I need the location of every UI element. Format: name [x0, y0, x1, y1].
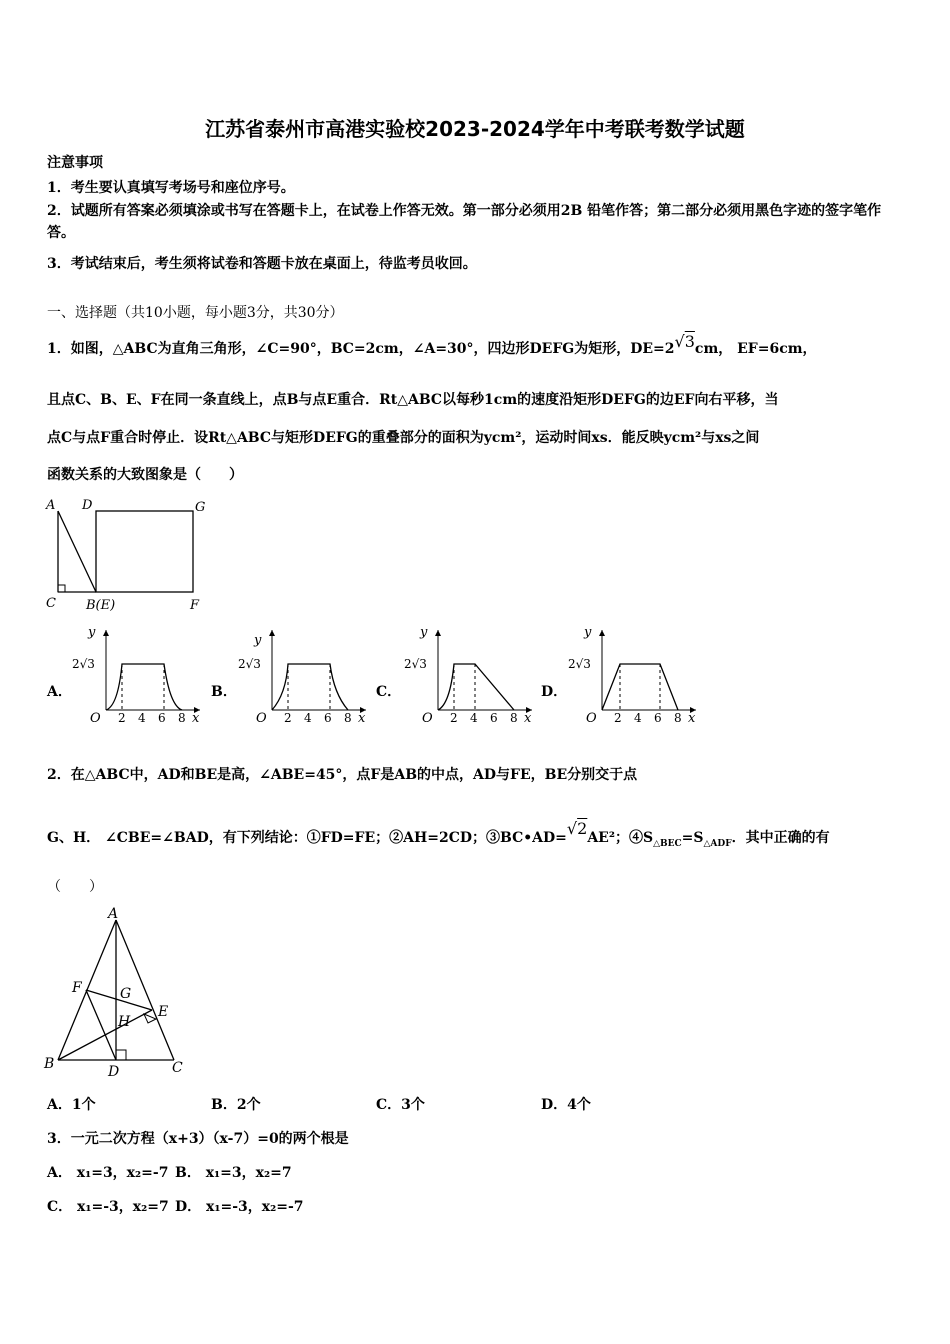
right-angle-mark [144, 1014, 156, 1023]
graph-axes [269, 630, 366, 713]
x-tick-2: 2 [118, 711, 126, 725]
q3-stem: 3．一元二次方程（x+3）（x-7）=0的两个根是 [47, 1131, 349, 1147]
origin-label: O [90, 711, 101, 726]
label-c: C [172, 1060, 183, 1076]
x-axis-label: x [688, 711, 696, 726]
y-axis-label: y [420, 625, 428, 640]
rectangle-defg [96, 511, 193, 592]
label-g: G [195, 500, 206, 515]
x-tick-4: 4 [470, 711, 478, 725]
graph-axes [599, 630, 696, 713]
label-d: D [82, 498, 93, 513]
x-tick-8: 8 [344, 711, 352, 725]
y-tick-label: 2√3 [238, 657, 261, 671]
x-tick-8: 8 [178, 711, 186, 725]
q1-graph-a [70, 624, 206, 728]
label-h: H [118, 1014, 131, 1030]
q1-option-a[interactable]: A． [47, 684, 72, 700]
q1-stem-line2: 且点C、B、E、F在同一条直线上，点B与点E重合．Rt△ABC以每秒1cm的速度沿矩形DEFG的边EF向右平移，当 [47, 392, 779, 408]
origin-label: O [422, 711, 433, 726]
q2-stem-line1: 2．在△ABC中，AD和BE是高，∠ABE=45°，点F是AB的中点，AD与FE，BE分别交于点 [47, 767, 638, 783]
label-c: C [46, 596, 56, 611]
y-axis-label: y [88, 625, 96, 640]
y-tick-label: 2√3 [72, 657, 95, 671]
label-f: F [72, 980, 82, 996]
y-axis-label: y [254, 633, 262, 648]
x-axis-label: x [524, 711, 532, 726]
x-axis-label: x [192, 711, 200, 726]
x-tick-6: 6 [324, 711, 332, 725]
x-tick-2: 2 [614, 711, 622, 725]
q2-option-c[interactable]: C．3个 [376, 1097, 425, 1113]
q2-option-b[interactable]: B．2个 [211, 1097, 261, 1113]
q1-figure [40, 494, 220, 614]
label-d: D [108, 1064, 120, 1078]
right-angle-mark [58, 585, 65, 592]
q2-stem-line2: G、H． ∠CBE=∠BAD，有下列结论：①FD=FE；②AH=2CD；③BC•AD=√2AE²；$④S_{\triangle BEC}=S_{\triangle ADF}$．其中正确的有 [47, 819, 830, 849]
notice-item-2: 2．试题所有答案必须填涂或书写在答题卡上，在试卷上作答无效。第一部分必须用2B 铅笔作答；第二部分必须用黑色字迹的签字笔作答。 [47, 203, 882, 241]
q1-option-d[interactable]: D． [541, 684, 568, 700]
q1-stem-line4: 函数关系的大致图象是（ ） [47, 467, 243, 483]
right-angle-mark [116, 1050, 126, 1060]
origin-label: O [256, 711, 267, 726]
y-axis-label: y [584, 625, 592, 640]
label-a: A [46, 498, 56, 513]
x-tick-2: 2 [450, 711, 458, 725]
x-tick-6: 6 [654, 711, 662, 725]
q3-option-a[interactable]: A． x₁=3，x₂=-7 [47, 1165, 169, 1181]
q3-option-d[interactable]: D． x₁=-3，x₂=-7 [175, 1199, 304, 1215]
graph-curve [602, 664, 678, 710]
label-a: A [108, 906, 119, 922]
y-tick-label: 2√3 [404, 657, 427, 671]
sqrt-symbol: √2 [566, 819, 588, 838]
q2-figure [40, 902, 190, 1078]
y-tick-label: 2√3 [568, 657, 591, 671]
graph-axes [103, 630, 200, 713]
q3-option-b[interactable]: B． x₁=3，x₂=7 [175, 1165, 292, 1181]
x-tick-6: 6 [158, 711, 166, 725]
q1-graph-c [402, 624, 538, 728]
sqrt-symbol: √3 [674, 332, 695, 351]
q2-stem-line3: （ ） [47, 879, 103, 895]
label-f: F [190, 598, 200, 613]
section-heading: 一、选择题（共10小题，每小题3分，共30分） [47, 305, 344, 321]
q1-graph-d [566, 624, 702, 728]
x-tick-8: 8 [674, 711, 682, 725]
notice-item-1: 1．考生要认真填写考场号和座位序号。 [47, 180, 295, 196]
label-b: B [44, 1056, 55, 1072]
q2-option-a[interactable]: A．1个 [47, 1097, 96, 1113]
q1-option-c[interactable]: C． [376, 684, 402, 700]
graph-axes [435, 630, 532, 713]
segment-fd [86, 990, 116, 1060]
x-tick-6: 6 [490, 711, 498, 725]
origin-label: O [586, 711, 597, 726]
q1-stem-line1: 1．如图，△ABC为直角三角形，∠C=90°，BC=2cm，∠A=30°，四边形DEFG为矩形，DE=2√3cm， EF=6cm， [47, 332, 817, 357]
page-title: 江苏省泰州市高港实验校2023-2024学年中考联考数学试题 [205, 117, 745, 141]
q3-option-c[interactable]: C． x₁=-3，x₂=7 [47, 1199, 169, 1215]
q1-stem-line3: 点C与点F重合时停止．设Rt△ABC与矩形DEFG的重叠部分的面积为ycm²，运动时间xs．能反映ycm²与xs之间 [47, 430, 760, 446]
x-tick-2: 2 [284, 711, 292, 725]
x-tick-8: 8 [510, 711, 518, 725]
label-be: B(E) [86, 598, 116, 613]
q1-graph-b [236, 624, 372, 728]
graph-curve [106, 664, 182, 710]
label-e: E [158, 1004, 169, 1020]
notice-item-3: 3．考试结束后，考生须将试卷和答题卡放在桌面上，待监考员收回。 [47, 256, 477, 272]
x-tick-4: 4 [304, 711, 312, 725]
x-tick-4: 4 [138, 711, 146, 725]
x-axis-label: x [358, 711, 366, 726]
label-g: G [120, 986, 132, 1002]
segment-ab [58, 511, 96, 592]
graph-curve [438, 664, 514, 710]
q2-option-d[interactable]: D．4个 [541, 1097, 591, 1113]
x-tick-4: 4 [634, 711, 642, 725]
graph-curve [272, 664, 348, 710]
segment-fe [86, 990, 152, 1010]
q1-option-b[interactable]: B． [211, 684, 237, 700]
notice-heading: 注意事项 [47, 155, 103, 171]
